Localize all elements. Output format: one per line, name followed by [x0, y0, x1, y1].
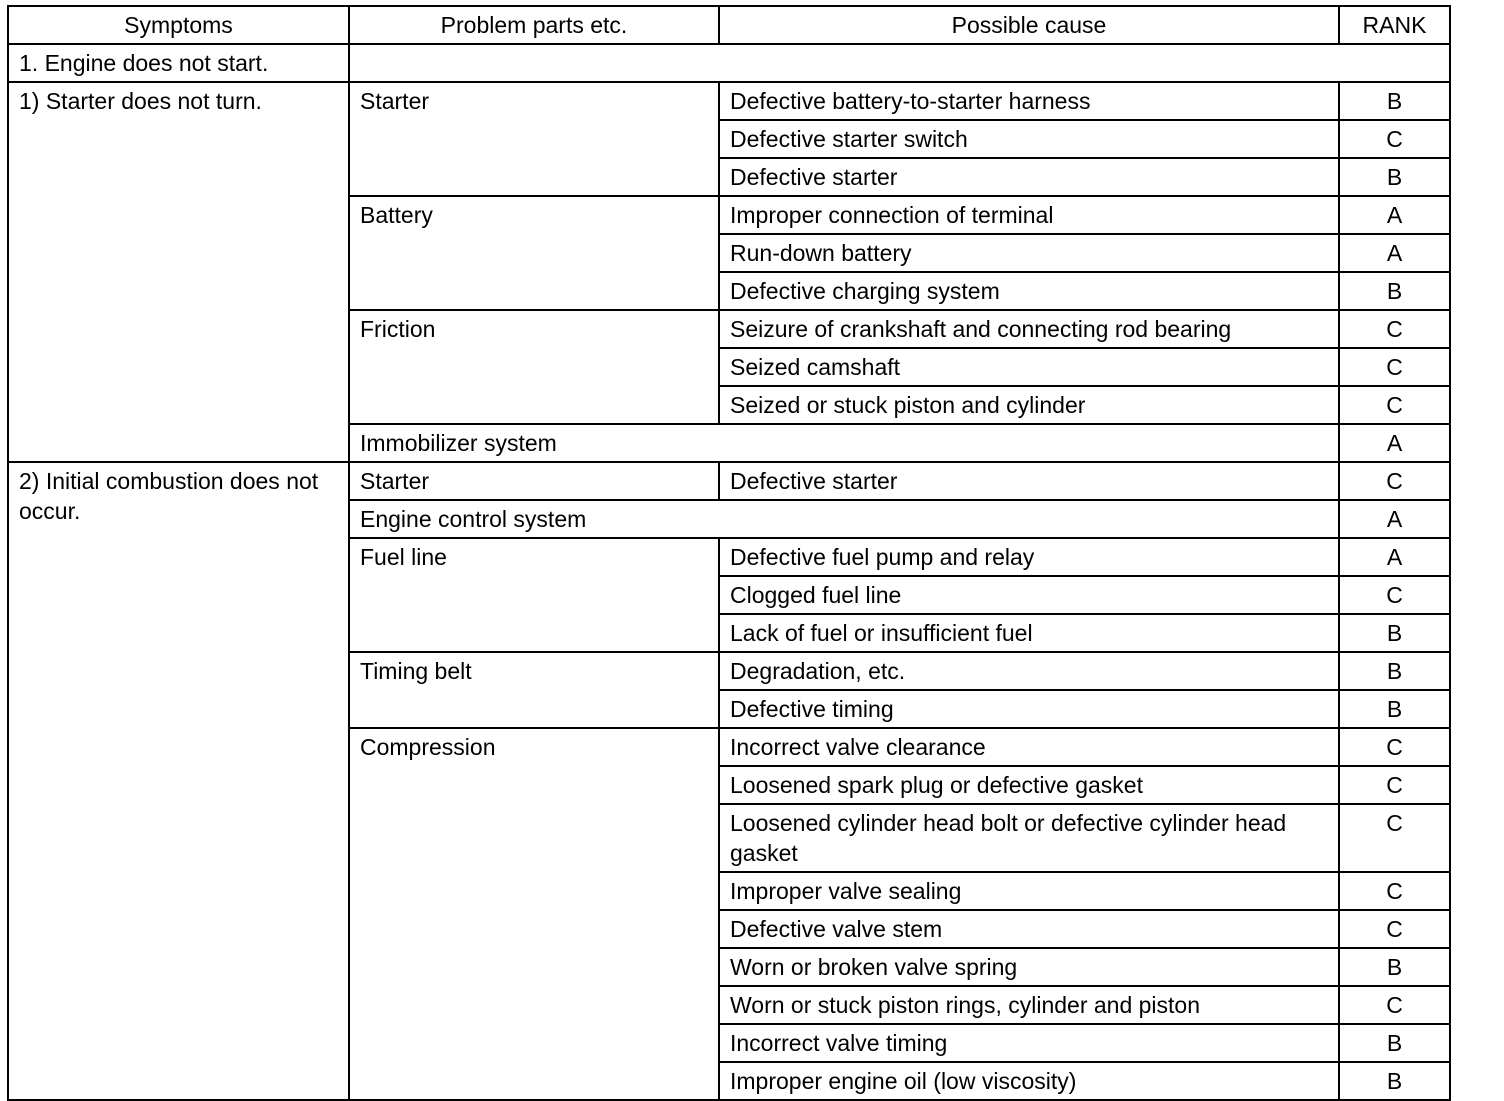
symptom-label: 1) Starter does not turn.	[8, 82, 349, 462]
possible-cause: Defective fuel pump and relay	[719, 538, 1339, 576]
possible-cause: Seizure of crankshaft and connecting rod bearing	[719, 310, 1339, 348]
rank-value: C	[1339, 910, 1450, 948]
symptom-label: 2) Initial combustion does not occur.	[8, 462, 349, 1100]
possible-cause: Worn or stuck piston rings, cylinder and piston	[719, 986, 1339, 1024]
rank-value: B	[1339, 158, 1450, 196]
problem-part: Immobilizer system	[349, 424, 1339, 462]
rank-value: C	[1339, 386, 1450, 424]
header-rank: RANK	[1339, 6, 1450, 44]
section-empty-cell	[349, 44, 1450, 82]
possible-cause: Loosened spark plug or defective gasket	[719, 766, 1339, 804]
table-row	[8, 462, 1450, 500]
rank-value: C	[1339, 766, 1450, 804]
problem-part: Battery	[349, 196, 719, 310]
possible-cause: Clogged fuel line	[719, 576, 1339, 614]
header-possible-cause: Possible cause	[719, 6, 1339, 44]
rank-value: B	[1339, 614, 1450, 652]
section-row	[8, 44, 1450, 82]
rank-value: C	[1339, 804, 1450, 872]
table-row	[8, 82, 1450, 120]
rank-value: A	[1339, 424, 1450, 462]
rank-value: A	[1339, 196, 1450, 234]
possible-cause: Seized camshaft	[719, 348, 1339, 386]
possible-cause: Improper valve sealing	[719, 872, 1339, 910]
rank-value: B	[1339, 1062, 1450, 1100]
rank-value: C	[1339, 120, 1450, 158]
rank-value: A	[1339, 500, 1450, 538]
header-row	[8, 6, 1450, 44]
rank-value: B	[1339, 1024, 1450, 1062]
possible-cause: Worn or broken valve spring	[719, 948, 1339, 986]
rank-value: C	[1339, 310, 1450, 348]
rank-value: C	[1339, 986, 1450, 1024]
possible-cause: Seized or stuck piston and cylinder	[719, 386, 1339, 424]
possible-cause: Defective battery-to-starter harness	[719, 82, 1339, 120]
possible-cause: Defective timing	[719, 690, 1339, 728]
problem-part: Timing belt	[349, 652, 719, 728]
problem-part: Friction	[349, 310, 719, 424]
possible-cause: Defective valve stem	[719, 910, 1339, 948]
possible-cause: Incorrect valve timing	[719, 1024, 1339, 1062]
problem-part: Starter	[349, 462, 719, 500]
rank-value: C	[1339, 462, 1450, 500]
problem-part: Fuel line	[349, 538, 719, 652]
rank-value: B	[1339, 272, 1450, 310]
section-title: 1. Engine does not start.	[8, 44, 349, 82]
rank-value: B	[1339, 690, 1450, 728]
rank-value: C	[1339, 872, 1450, 910]
possible-cause: Improper connection of terminal	[719, 196, 1339, 234]
possible-cause: Defective starter	[719, 462, 1339, 500]
troubleshooting-table	[7, 5, 1451, 1101]
possible-cause: Degradation, etc.	[719, 652, 1339, 690]
problem-part: Engine control system	[349, 500, 1339, 538]
possible-cause: Lack of fuel or insufficient fuel	[719, 614, 1339, 652]
rank-value: A	[1339, 538, 1450, 576]
possible-cause: Defective charging system	[719, 272, 1339, 310]
rank-value: A	[1339, 234, 1450, 272]
possible-cause: Run-down battery	[719, 234, 1339, 272]
possible-cause: Incorrect valve clearance	[719, 728, 1339, 766]
possible-cause: Loosened cylinder head bolt or defective cylinder head gasket	[719, 804, 1339, 872]
rank-value: C	[1339, 576, 1450, 614]
rank-value: B	[1339, 948, 1450, 986]
rank-value: B	[1339, 82, 1450, 120]
problem-part: Compression	[349, 728, 719, 1100]
header-problem-parts: Problem parts etc.	[349, 6, 719, 44]
problem-part: Starter	[349, 82, 719, 196]
rank-value: C	[1339, 348, 1450, 386]
rank-value: C	[1339, 728, 1450, 766]
possible-cause: Defective starter	[719, 158, 1339, 196]
possible-cause: Defective starter switch	[719, 120, 1339, 158]
possible-cause: Improper engine oil (low viscosity)	[719, 1062, 1339, 1100]
header-symptoms: Symptoms	[8, 6, 349, 44]
rank-value: B	[1339, 652, 1450, 690]
